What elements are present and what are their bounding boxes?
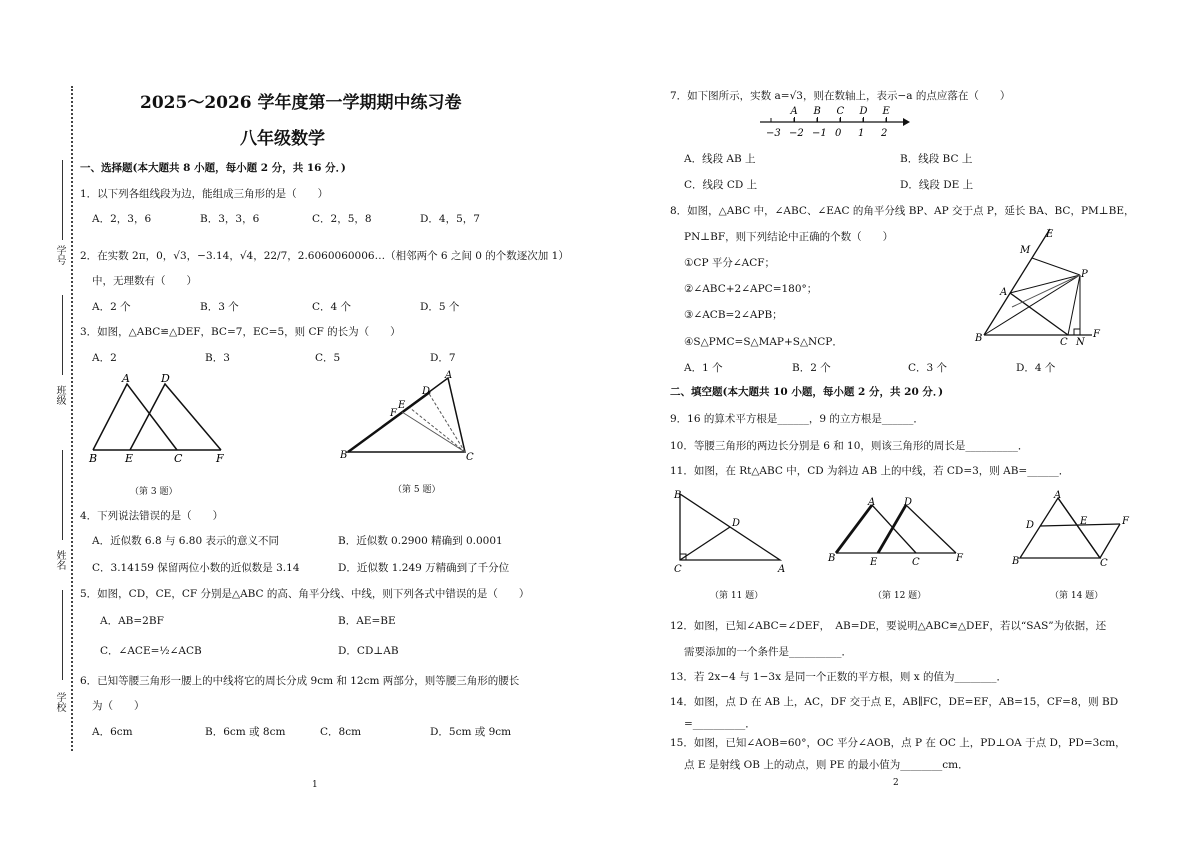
svg-text:F: F bbox=[1122, 516, 1129, 527]
figure-3-caption: （第 3 题） bbox=[130, 487, 178, 497]
point-label: B bbox=[813, 106, 821, 117]
q6-stem-cont: 为（ ） bbox=[92, 700, 145, 712]
q4-option-a: A．近似数 6.8 与 6.80 表示的意义不同 bbox=[92, 535, 280, 547]
q3-option-b: B．3 bbox=[205, 352, 230, 364]
point-label: C bbox=[836, 106, 845, 117]
section-2-heading: 二、填空题(本大题共 10 小题，每小题 2 分，共 20 分．) bbox=[670, 386, 944, 398]
q5-option-a: A．AB=2BF bbox=[100, 615, 164, 627]
svg-text:E: E bbox=[398, 400, 406, 411]
q4-option-c: C．3.14159 保留两位小数的近似数是 3.14 bbox=[92, 562, 300, 574]
q5-option-b: B．AE=BE bbox=[338, 615, 396, 627]
svg-text:A: A bbox=[445, 370, 453, 381]
field-class: 班级 bbox=[54, 385, 65, 405]
figure-5-caption: （第 5 题） bbox=[393, 485, 441, 495]
point-label: D bbox=[859, 106, 868, 117]
q14-cont: =__________． bbox=[684, 718, 756, 730]
q8-statement-4: ④S△PMC=S△MAP+S△NCP． bbox=[684, 336, 843, 348]
exam-title: 2025～2026 学年度第一学期期中练习卷 bbox=[140, 93, 462, 113]
svg-text:B: B bbox=[89, 452, 98, 465]
field-name: 姓名 bbox=[54, 550, 65, 570]
svg-text:D: D bbox=[161, 372, 170, 385]
svg-text:A: A bbox=[1000, 287, 1008, 298]
svg-text:E: E bbox=[1046, 229, 1054, 240]
figure-14-caption: （第 14 题） bbox=[1050, 591, 1104, 601]
svg-text:A: A bbox=[778, 564, 786, 573]
svg-text:F: F bbox=[1093, 329, 1100, 340]
svg-text:M: M bbox=[1020, 245, 1031, 256]
figure-12 bbox=[826, 495, 976, 573]
svg-text:E: E bbox=[870, 557, 878, 568]
q6-option-b: B．6cm 或 8cm bbox=[205, 726, 286, 738]
q10: 10．等腰三角形的两边长分别是 6 和 10，则该三角形的周长是__________． bbox=[670, 440, 1029, 452]
svg-text:C: C bbox=[912, 557, 920, 568]
svg-text:D: D bbox=[732, 518, 741, 529]
binding-dotted-line bbox=[71, 86, 73, 751]
tick-label: 1 bbox=[858, 128, 865, 139]
page-number-1: 1 bbox=[312, 780, 318, 790]
q3-option-d: D．7 bbox=[430, 352, 456, 364]
svg-text:C: C bbox=[466, 452, 474, 462]
q1-option-c: C．2，5，8 bbox=[312, 213, 372, 225]
svg-text:A: A bbox=[1054, 490, 1062, 501]
point-label: E bbox=[882, 106, 890, 117]
q8-statement-2: ②∠ABC+2∠APC=180°； bbox=[684, 283, 818, 295]
q14: 14．如图，点 D 在 AB 上，AC，DF 交于点 E，AB∥FC，DE=EF，AB=15，CF=8，则 BD bbox=[670, 696, 1119, 708]
q7-option-d: D．线段 DE 上 bbox=[900, 179, 974, 191]
q2-option-a: A．2 个 bbox=[92, 301, 131, 313]
svg-text:D: D bbox=[422, 386, 431, 397]
svg-text:A: A bbox=[868, 497, 876, 508]
q8-stem: 8．如图，△ABC 中，∠ABC、∠EAC 的角平分线 BP、AP 交于点 P，延长 BA、BC，PM⊥BE， bbox=[670, 205, 1135, 217]
svg-text:D: D bbox=[1026, 520, 1035, 531]
q3-option-c: C．5 bbox=[315, 352, 341, 364]
page-number-2: 2 bbox=[893, 778, 899, 788]
q8-stem-cont: PN⊥BF，则下列结论中正确的个数（ ） bbox=[684, 231, 894, 243]
tick-label: −2 bbox=[789, 128, 804, 139]
exam-subtitle: 八年级数学 bbox=[240, 129, 325, 149]
tick-label: 2 bbox=[881, 128, 888, 139]
q8-statement-3: ③∠ACB=2∠APB； bbox=[684, 309, 783, 321]
q7-option-a: A．线段 AB 上 bbox=[684, 153, 756, 165]
svg-text:B: B bbox=[1012, 556, 1020, 567]
svg-text:E: E bbox=[1080, 516, 1088, 527]
q4-option-d: D．近似数 1.249 万精确到了千分位 bbox=[338, 562, 510, 574]
svg-text:C: C bbox=[1060, 337, 1068, 347]
figure-12-caption: （第 12 题） bbox=[873, 591, 927, 601]
q3-stem: 3．如图，△ABC≌△DEF，BC=7，EC=5，则 CF 的长为（ ） bbox=[80, 326, 401, 338]
svg-text:C: C bbox=[1100, 558, 1108, 569]
q15-cont: 点 E 是射线 OB 上的动点，则 PE 的最小值为________cm． bbox=[684, 759, 969, 771]
svg-text:A: A bbox=[122, 372, 130, 385]
q5-stem: 5．如图，CD，CE，CF 分别是△ABC 的高、角平分线、中线，则下列各式中错误的是（ ） bbox=[80, 588, 530, 600]
tick-label: −3 bbox=[766, 128, 781, 139]
class-line-top bbox=[62, 295, 63, 375]
q12-cont: 需要添加的一个条件是__________． bbox=[684, 646, 852, 658]
q6-option-c: C．8cm bbox=[320, 726, 362, 738]
q2-option-c: C．4 个 bbox=[312, 301, 352, 313]
svg-text:F: F bbox=[216, 452, 224, 465]
point-label: A bbox=[790, 106, 798, 117]
q2-stem: 2．在实数 2π，0，√3，−3.14，√4，22/7，2.6060060006…（相邻两个 6 之间 0 的个数逐次加 1） bbox=[80, 250, 569, 262]
svg-text:C: C bbox=[674, 564, 682, 573]
svg-text:C: C bbox=[174, 452, 183, 465]
q9: 9．16 的算术平方根是______，9 的立方根是______． bbox=[670, 413, 924, 425]
svg-text:B: B bbox=[975, 333, 983, 344]
q7-option-b: B．线段 BC 上 bbox=[900, 153, 973, 165]
svg-text:E: E bbox=[125, 452, 134, 465]
q8-option-c: C．3 个 bbox=[908, 362, 948, 374]
tick-label: −1 bbox=[812, 128, 827, 139]
figure-3 bbox=[85, 372, 235, 467]
q15: 15．如图，已知∠AOB=60°，OC 平分∠AOB，点 P 在 OC 上，PD⊥OA 于点 D，PD=3cm， bbox=[670, 737, 1126, 749]
q4-option-b: B．近似数 0.2900 精确到 0.0001 bbox=[338, 535, 503, 547]
svg-text:P: P bbox=[1081, 269, 1088, 280]
tick-label: 0 bbox=[835, 128, 842, 139]
figure-11-caption: （第 11 题） bbox=[710, 591, 764, 601]
q2-option-b: B．3 个 bbox=[200, 301, 239, 313]
q7-stem: 7．如下图所示，实数 a=√3，则在数轴上，表示−a 的点应落在（ ） bbox=[670, 90, 1011, 102]
q1-option-d: D．4，5，7 bbox=[420, 213, 480, 225]
q8-option-a: A．1 个 bbox=[684, 362, 723, 374]
q8-statement-1: ①CP 平分∠ACF； bbox=[684, 257, 776, 269]
q7-number-line bbox=[755, 104, 910, 142]
svg-text:B: B bbox=[340, 450, 348, 461]
q5-option-c: C．∠ACE=½∠ACB bbox=[100, 645, 202, 657]
q2-option-d: D．5 个 bbox=[420, 301, 460, 313]
q13: 13．若 2x−4 与 1−3x 是同一个正数的平方根，则 x 的值为________． bbox=[670, 671, 1007, 683]
svg-text:B: B bbox=[674, 490, 682, 501]
svg-text:D: D bbox=[904, 497, 913, 508]
figure-11 bbox=[668, 488, 798, 573]
figure-8 bbox=[972, 225, 1112, 347]
field-school: 学校 bbox=[54, 692, 65, 712]
class-line bbox=[62, 450, 63, 540]
svg-text:N: N bbox=[1076, 337, 1085, 347]
q6-option-a: A．6cm bbox=[92, 726, 133, 738]
q1-option-a: A．2，3，6 bbox=[92, 213, 152, 225]
figure-5 bbox=[340, 370, 480, 462]
section-1-heading: 一、选择题(本大题共 8 小题，每小题 2 分，共 16 分．) bbox=[80, 162, 346, 174]
q3-option-a: A．2 bbox=[92, 352, 117, 364]
q2-stem-cont: 中，无理数有（ ） bbox=[92, 275, 197, 287]
q1-stem: 1．以下列各组线段为边，能组成三角形的是（ ） bbox=[80, 188, 329, 200]
q4-stem: 4．下列说法错误的是（ ） bbox=[80, 510, 224, 522]
q12: 12．如图，已知∠ABC=∠DEF， AB=DE，要说明△ABC≌△DEF，若以“SAS”为依据，还 bbox=[670, 620, 1107, 632]
q8-option-d: D．4 个 bbox=[1016, 362, 1056, 374]
q6-stem: 6．已知等腰三角形一腰上的中线将它的周长分成 9cm 和 12cm 两部分，则等腰三角形的腰长 bbox=[80, 675, 520, 687]
figure-14 bbox=[1010, 490, 1140, 572]
q6-option-d: D．5cm 或 9cm bbox=[430, 726, 512, 738]
svg-text:F: F bbox=[390, 408, 397, 419]
q11: 11．如图，在 Rt△ABC 中，CD 为斜边 AB 上的中线，若 CD=3，则 AB=______． bbox=[670, 465, 1070, 477]
name-line bbox=[62, 590, 63, 680]
q7-option-c: C．线段 CD 上 bbox=[684, 179, 758, 191]
field-student-id: 学号 bbox=[54, 245, 65, 265]
q5-option-d: D．CD⊥AB bbox=[338, 645, 399, 657]
q8-option-b: B．2 个 bbox=[792, 362, 831, 374]
svg-text:F: F bbox=[956, 553, 963, 564]
svg-text:B: B bbox=[828, 553, 836, 564]
q1-option-b: B．3，3，6 bbox=[200, 213, 260, 225]
student-id-line bbox=[62, 160, 63, 240]
